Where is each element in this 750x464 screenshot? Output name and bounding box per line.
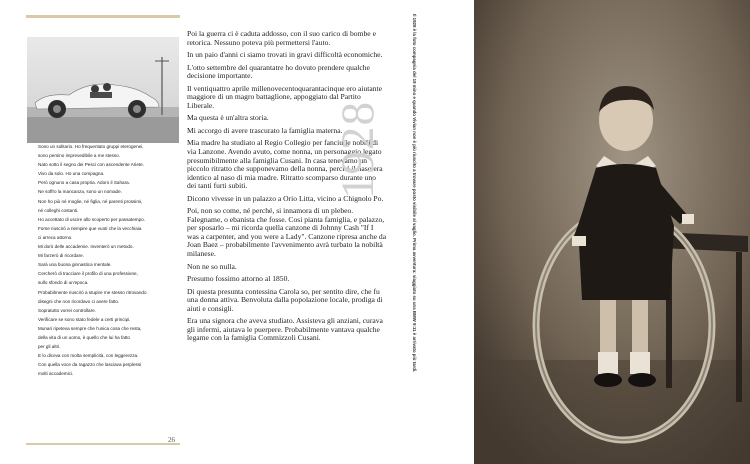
prose-paragraph: Mi accorgo di avere trascurato la famiglia materna.: [187, 125, 343, 135]
poem-line: Forse riuscirò a riempire que vuoti che la vecchiaia: [38, 225, 142, 231]
poem-line: Vivo da solo. Ho una compagna.: [38, 171, 105, 177]
prose-paragraph: In un paio d'anni ci siamo trovati in gravi difficoltà economiche.: [187, 50, 383, 60]
poem-line: molti accademici.: [38, 371, 74, 377]
poem-line: Però ognuno a casa propria. Adoro il Sahara.: [38, 180, 130, 186]
poem-line: sullo sfondo di un'epoca.: [38, 280, 89, 286]
vertical-caption-column: [404, 10, 424, 430]
page-number: 26: [168, 436, 175, 444]
prose-paragraph: Ma questa è un'altra storia.: [187, 113, 269, 123]
poem-line: Sono un solitario. Ho frequentato gruppi eterogenei,: [38, 144, 144, 149]
poem-line: Cercherò di tracciare il profilo di una professione,: [38, 271, 138, 277]
prose-paragraph: Il ventiquattro aprile millenovecentoquarantacinque ero aiutante maggiore di un magro battaglione, appoggiato dal Partito Liberale.: [187, 83, 383, 110]
poem-line: Probabilmente riuscirò a stupire me stesso ritrovando: [38, 289, 147, 295]
prose-paragraph: Di questa presunta contessina Carola so, per sentito dire, che fu una donna attiva. Benvoluta dalla popolazione locale, prodiga di aiuti e consigli.: [187, 286, 383, 313]
prose-paragraph: Mia madre ha studiato al Regio Collegio per fanciulle nobili di via Lanzone. Avendo avuto, come nonna, un personaggio legato presumibilmente alla famiglia Cusani. In casa tenevamo un piccolo ritratto che supponevamo della nonna, perché il naso era identico al naso di mia madre. Ritratto scomparso durante uno dei tanti furti subiti.: [187, 138, 383, 191]
year-heading: 1928: [332, 101, 384, 199]
poem-line: disegni che non ricordavo ci avere fatto.: [38, 298, 120, 304]
bottom-accent-rule: [26, 443, 180, 445]
prose-paragraph: Non ne so nulla.: [187, 261, 237, 271]
poem-line: Non ho più né moglie, né figlia, né parenti prossimi,: [38, 198, 143, 204]
prose-paragraph: Dicono vivesse in un palazzo a Orio Litta, vicino a Chignolo Po.: [187, 193, 384, 203]
car-photo-image: [27, 37, 179, 143]
vintage-car-photo: [27, 37, 179, 143]
poem-line: Sarà una buona ginnastica mentale.: [38, 262, 112, 268]
poem-line: Con quella voce da ragazzo che lasciava perplessi: [38, 362, 142, 368]
prose-paragraph: Era una signora che aveva studiato. Assisteva gli anziani, curava gli infermi, aiutava le puerpere. Probabilmente vantava qualche legame con la famiglia Commizzoli Cusani.: [187, 316, 383, 343]
poem-line: ci arreca attorno.: [38, 234, 73, 240]
poem-line: né colleghi costanti.: [38, 207, 79, 213]
poem-line: Mi farzerò di ricordare.: [38, 253, 84, 259]
poem-line: Sopratutto vorrei controllare.: [38, 307, 96, 313]
prose-paragraph: Presumo fossimo attorno al 1850.: [187, 274, 290, 284]
poem-line: sono persino imprevedibile a me stesso.: [38, 153, 120, 159]
poem-line: Mi dorò delle accademie. Inventerò un metodo.: [38, 244, 134, 250]
poem-line: E lo diceva con molta semplicità, con leggerezza.: [38, 353, 139, 359]
prose-paragraph: Poi la guerra ci è caduta addosso, con il suo carico di bombe e retorica. Nessuno poteva più permettersi l'auto.: [187, 29, 376, 47]
poem-line: per gli altri.: [38, 344, 61, 350]
prose-paragraph: Poi, non so come, né perché, si innamora di un plebeo. Falegname, o ebanista che fosse. Cosi pianta famiglia, e palazzo, per sposarlo – mi ricorda quella canzone di Johnny Cash "If I was a carpenter, and you were a Lady". Canzone ripresa anche da Joan Baez – probabilmente l'avvenimento avrà turbato la nobiltà milanese.: [187, 206, 387, 259]
poem-line: Ho accettato di uscire allo scoperto per passatempo.: [38, 216, 145, 222]
right-page-photo: [474, 0, 750, 464]
poem-line: Ne soffro la mancanza, sono un nomade.: [38, 189, 122, 195]
prose-paragraph: L'otto settembre del quarantatre ho dovuto prendere qualche decisione importante.: [187, 62, 370, 81]
poem-line: Munari ripeteva sempre che l'unica cosa che resta,: [38, 325, 142, 331]
poem-line: Nato sotto il segno dei Pesci con ascendente Ariete.: [38, 162, 144, 168]
poem-text: [38, 142, 178, 378]
poem-line: Verificare se sono stato fedele a certi principi.: [38, 316, 131, 322]
top-accent-rule: [26, 15, 180, 18]
poem-line: della vita di un uomo, è quello che lui ha fatto: [38, 334, 130, 340]
vertical-caption: Il 1928 è la foto compagnia del 19 mino e quando Vivian non è più riuscito a trovare posto visibile al vaglio. Prima avventura: viaggiato su una BMW 9:11 è arrivato più tardi.: [412, 14, 417, 373]
boy-with-hoop-photo: [474, 0, 750, 464]
